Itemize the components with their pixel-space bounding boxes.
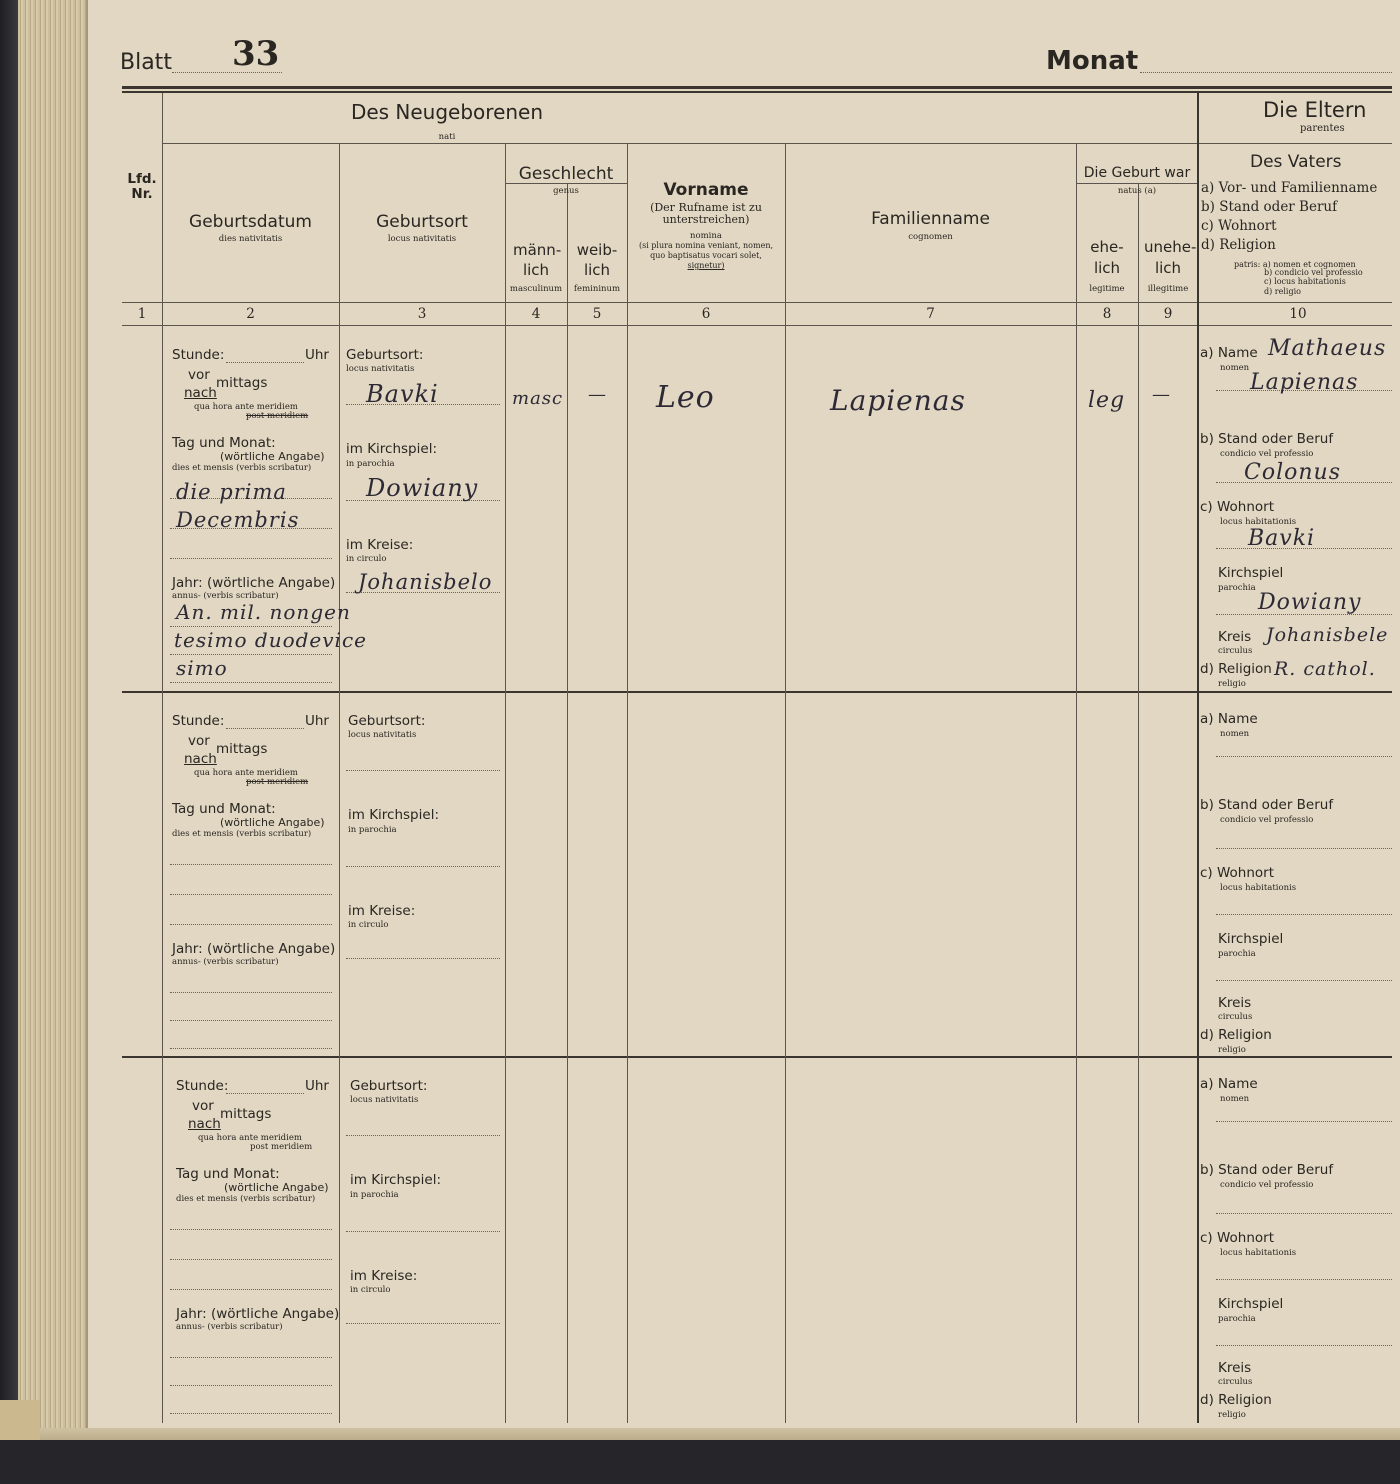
entry-line: [1216, 980, 1392, 981]
nomen-label: nomen: [1220, 729, 1250, 739]
col-maennlich: männ- lich: [513, 241, 562, 279]
col-genus: genus: [553, 186, 579, 196]
col-parentes: parentes: [1300, 123, 1345, 134]
vater-stand-label: b) Stand oder Beruf: [1200, 431, 1334, 447]
entry-vater-familienname: Lapienas: [1250, 370, 1359, 395]
im-kreise-label: im Kreise:: [350, 1268, 418, 1284]
locus-habitationis-label: locus habitationis: [1220, 1248, 1297, 1258]
nach-label: nach: [184, 751, 217, 767]
nach-label: nach: [184, 385, 217, 401]
qua-hora-label: qua hora ante meridiem: [198, 1133, 302, 1143]
vater-kirchspiel-label: Kirchspiel: [1218, 1296, 1284, 1312]
vater-wohnort-label: c) Wohnort: [1200, 499, 1275, 515]
entry-vater-religion: R. cathol.: [1274, 658, 1376, 680]
col-number: 6: [701, 306, 711, 322]
locus-nativitatis-label: locus nativitatis: [348, 730, 417, 740]
col-plura-note-3: signetur): [687, 261, 725, 270]
col-vater-b: b) Stand oder Beruf: [1201, 199, 1338, 215]
vater-name-label: a) Name: [1200, 711, 1258, 727]
tag-monat-label: Tag und Monat:: [172, 801, 276, 817]
in-circulo-label: in circulo: [350, 1285, 391, 1295]
stunde-label: Stunde:: [176, 1078, 229, 1094]
entry-line: [226, 362, 304, 363]
entry-jahr-line2: tesimo duodevice: [174, 628, 367, 652]
religio-label: religio: [1218, 1045, 1246, 1055]
col-femininum: femininum: [573, 284, 621, 294]
geburtsort-label: Geburtsort:: [348, 713, 426, 729]
entry-line: [170, 894, 332, 895]
col-weiblich: weib- lich: [576, 241, 618, 279]
mittags-label: mittags: [216, 375, 268, 391]
condicio-label: condicio vel professio: [1220, 1180, 1314, 1190]
entry-line: [170, 864, 332, 865]
vor-label: vor: [188, 367, 210, 383]
col-vater-c: c) Wohnort: [1201, 218, 1277, 234]
entry-line: [1216, 914, 1392, 915]
col-illegitime: illegitime: [1147, 284, 1189, 294]
entry-line: [1216, 1345, 1392, 1346]
entry-tag-line1: die prima: [176, 480, 287, 504]
post-meridiem-label: post meridiem: [246, 777, 309, 787]
entry-tag-line2: Decembris: [176, 508, 300, 532]
entry-line: [170, 558, 332, 559]
entry-familienname: Lapienas: [830, 384, 966, 417]
parochia-label: parochia: [1218, 1314, 1256, 1324]
woertliche-label: (wörtliche Angabe): [220, 450, 325, 463]
col-geburtsdatum-latin: dies nativitatis: [218, 234, 283, 244]
qua-hora-label: qua hora ante meridiem: [194, 402, 298, 412]
entry-unehelich: —: [1152, 384, 1171, 405]
entry-jahr-line3: simo: [176, 656, 228, 680]
col-number: 5: [592, 306, 602, 322]
mittags-label: mittags: [216, 741, 268, 757]
nach-label: nach: [188, 1116, 221, 1132]
in-parochia-label: in parochia: [346, 459, 395, 469]
col-geschlecht: Geschlecht: [518, 164, 614, 184]
tag-monat-label: Tag und Monat:: [176, 1166, 280, 1182]
annus-label: annus- (verbis scribatur): [172, 591, 279, 601]
tag-monat-label: Tag und Monat:: [172, 435, 276, 451]
vater-religion-label: d) Religion: [1200, 1027, 1272, 1043]
col-masculinum: masculinum: [509, 284, 563, 294]
im-kreise-label: im Kreise:: [348, 903, 416, 919]
stunde-label: Stunde:: [172, 347, 225, 363]
col-patris-2: b) condicio vel professio: [1264, 268, 1363, 277]
entry-line: [170, 1259, 332, 1260]
uhr-label: Uhr: [305, 1078, 329, 1094]
im-kirchspiel-label: im Kirchspiel:: [346, 441, 437, 457]
entry-line: [346, 958, 500, 959]
col-patris-1: patris: a) nomen et cognomen: [1234, 260, 1356, 269]
vater-religion-label: d) Religion: [1200, 1392, 1272, 1408]
annus-label: annus- (verbis scribatur): [176, 1322, 283, 1332]
entry-line: [346, 1323, 500, 1324]
jahr-label: Jahr: (wörtliche Angabe): [176, 1306, 340, 1322]
in-parochia-label: in parochia: [350, 1190, 399, 1200]
entry-line: [170, 654, 332, 655]
entry-line: [1216, 1213, 1392, 1214]
entry-line: [170, 1048, 332, 1049]
entry-line: [346, 866, 500, 867]
religio-label: religio: [1218, 1410, 1246, 1420]
entry-line: [170, 1385, 332, 1386]
entry-line: [170, 626, 332, 627]
col-number: 10: [1289, 306, 1307, 322]
vater-wohnort-label: c) Wohnort: [1200, 1230, 1275, 1246]
entry-vater-kirchspiel: Dowiany: [1258, 590, 1362, 615]
qua-hora-label: qua hora ante meridiem: [194, 768, 298, 778]
in-parochia-label: in parochia: [348, 825, 397, 835]
vor-label: vor: [188, 733, 210, 749]
in-circulo-label: in circulo: [348, 920, 389, 930]
vater-name-label: a) Name: [1200, 345, 1258, 361]
col-number: 8: [1102, 306, 1112, 322]
entry-line: [1216, 848, 1392, 849]
entry-line: [1216, 1279, 1392, 1280]
circulus-label: circulus: [1218, 646, 1253, 656]
nomen-label: nomen: [1220, 1094, 1250, 1104]
entry-line: [170, 924, 332, 925]
entry-line: [170, 1229, 332, 1230]
col-unehelich: unehe- lich: [1144, 238, 1197, 277]
col-geburtsdatum: Geburtsdatum: [189, 212, 312, 232]
col-plura-note-1: (si plura nomina veniant, nomen,: [638, 241, 774, 250]
col-lfd-nr: Lfd. Nr.: [127, 171, 157, 202]
post-meridiem-label: post meridiem: [246, 411, 309, 421]
col-number: 2: [246, 306, 255, 322]
col-des-vaters: Des Vaters: [1250, 152, 1342, 172]
vater-religion-label: d) Religion: [1200, 661, 1272, 677]
col-vater-a: a) Vor- und Familienname: [1201, 180, 1378, 196]
entry-line: [170, 1357, 332, 1358]
col-natus: natus (a): [1117, 186, 1157, 196]
dies-mensis-label: dies et mensis (verbis scribatur): [172, 829, 312, 839]
entry-geburtsort: Bavki: [366, 380, 439, 408]
uhr-label: Uhr: [305, 713, 329, 729]
col-number: 1: [137, 306, 147, 322]
woertliche-label: (wörtliche Angabe): [224, 1181, 329, 1194]
locus-habitationis-label: locus habitationis: [1220, 517, 1297, 527]
parochia-label: parochia: [1218, 583, 1256, 593]
parochia-label: parochia: [1218, 949, 1256, 959]
entry-jahr-line1: An. mil. nongen: [176, 600, 351, 624]
entry-line: [170, 992, 332, 993]
col-geburtsort-latin: locus nativitatis: [387, 234, 457, 244]
condicio-label: condicio vel professio: [1220, 815, 1314, 825]
entry-line: [170, 682, 332, 683]
vater-kreis-label: Kreis: [1218, 995, 1252, 1011]
jahr-label: Jahr: (wörtliche Angabe): [172, 941, 336, 957]
dies-mensis-label: dies et mensis (verbis scribatur): [172, 463, 312, 473]
entry-kreis: Johanisbelo: [358, 570, 493, 594]
col-des-neugeborenen: Des Neugeborenen: [350, 100, 544, 124]
entry-vater-vorname: Mathaeus: [1268, 336, 1387, 361]
col-die-eltern: Die Eltern: [1263, 98, 1367, 122]
col-number: 4: [531, 306, 541, 322]
entry-line: [170, 1289, 332, 1290]
vor-label: vor: [192, 1098, 214, 1114]
col-vater-d: d) Religion: [1201, 237, 1276, 253]
entry-line: [1216, 756, 1392, 757]
vater-name-label: a) Name: [1200, 1076, 1258, 1092]
nomen-label: nomen: [1220, 363, 1250, 373]
entry-line: [226, 728, 304, 729]
col-rufname-note: (Der Rufname ist zu unterstreichen): [650, 201, 762, 226]
dies-mensis-label: dies et mensis (verbis scribatur): [176, 1194, 316, 1204]
blatt-number: 33: [232, 34, 280, 74]
jahr-label: Jahr: (wörtliche Angabe): [172, 575, 336, 591]
col-patris-3: c) locus habitationis: [1264, 277, 1346, 286]
vater-stand-label: b) Stand oder Beruf: [1200, 797, 1334, 813]
vater-kreis-label: Kreis: [1218, 629, 1252, 645]
book-cover-bottom: [0, 1440, 1400, 1484]
entry-line: [346, 770, 500, 771]
entry-line: [170, 1413, 332, 1414]
col-vorname: Vorname: [663, 180, 749, 200]
circulus-label: circulus: [1218, 1377, 1253, 1387]
annus-label: annus- (verbis scribatur): [172, 957, 279, 967]
vater-kirchspiel-label: Kirchspiel: [1218, 931, 1284, 947]
entry-kirchspiel: Dowiany: [366, 474, 479, 502]
woertliche-label: (wörtliche Angabe): [220, 816, 325, 829]
col-number: 3: [417, 306, 427, 322]
col-legitime: legitime: [1089, 284, 1125, 294]
im-kirchspiel-label: im Kirchspiel:: [348, 807, 439, 823]
entry-line: [170, 1020, 332, 1021]
entry-vater-wohnort: Bavki: [1248, 526, 1316, 551]
post-meridiem-label: post meridiem: [250, 1142, 313, 1152]
col-familienname: Familienname: [871, 209, 990, 229]
entry-weiblich: —: [588, 384, 607, 405]
entry-line: [346, 1135, 500, 1136]
col-geburtsort: Geburtsort: [376, 212, 468, 232]
im-kreise-label: im Kreise:: [346, 537, 414, 553]
religio-label: religio: [1218, 679, 1246, 689]
locus-habitationis-label: locus habitationis: [1220, 883, 1297, 893]
in-circulo-label: in circulo: [346, 554, 387, 564]
col-nomina: nomina: [690, 231, 722, 241]
col-ehelich: ehe- lich: [1090, 238, 1124, 277]
uhr-label: Uhr: [305, 347, 329, 363]
locus-nativitatis-label: locus nativitatis: [350, 1095, 419, 1105]
mittags-label: mittags: [220, 1106, 272, 1122]
im-kirchspiel-label: im Kirchspiel:: [350, 1172, 441, 1188]
vater-wohnort-label: c) Wohnort: [1200, 865, 1275, 881]
col-number: 7: [926, 306, 935, 322]
circulus-label: circulus: [1218, 1012, 1253, 1022]
vater-kirchspiel-label: Kirchspiel: [1218, 565, 1284, 581]
entry-line: [346, 1231, 500, 1232]
blatt-label: Blatt: [120, 50, 172, 75]
monat-label: Monat: [1046, 46, 1139, 76]
vater-stand-label: b) Stand oder Beruf: [1200, 1162, 1334, 1178]
entry-vater-kreis: Johanisbele: [1266, 624, 1389, 646]
geburtsort-label: Geburtsort:: [350, 1078, 428, 1094]
col-cognomen: cognomen: [908, 232, 953, 242]
col-geburt-war: Die Geburt war: [1083, 165, 1191, 181]
geburtsort-label: Geburtsort:: [346, 347, 424, 363]
col-number: 9: [1163, 306, 1173, 322]
entry-line: [1216, 1121, 1392, 1122]
stunde-label: Stunde:: [172, 713, 225, 729]
vater-kreis-label: Kreis: [1218, 1360, 1252, 1376]
entry-maennlich: masc: [512, 388, 564, 409]
col-patris-4: d) religio: [1264, 287, 1301, 296]
entry-ehelich: leg: [1088, 388, 1126, 413]
col-nati: nati: [438, 132, 456, 142]
entry-vorname: Leo: [656, 380, 715, 415]
entry-line: [226, 1093, 304, 1094]
col-plura-note-2: quo baptisatus vocari solet,: [650, 251, 762, 260]
condicio-label: condicio vel professio: [1220, 449, 1314, 459]
locus-nativitatis-label: locus nativitatis: [346, 364, 415, 374]
entry-vater-stand: Colonus: [1244, 460, 1341, 485]
